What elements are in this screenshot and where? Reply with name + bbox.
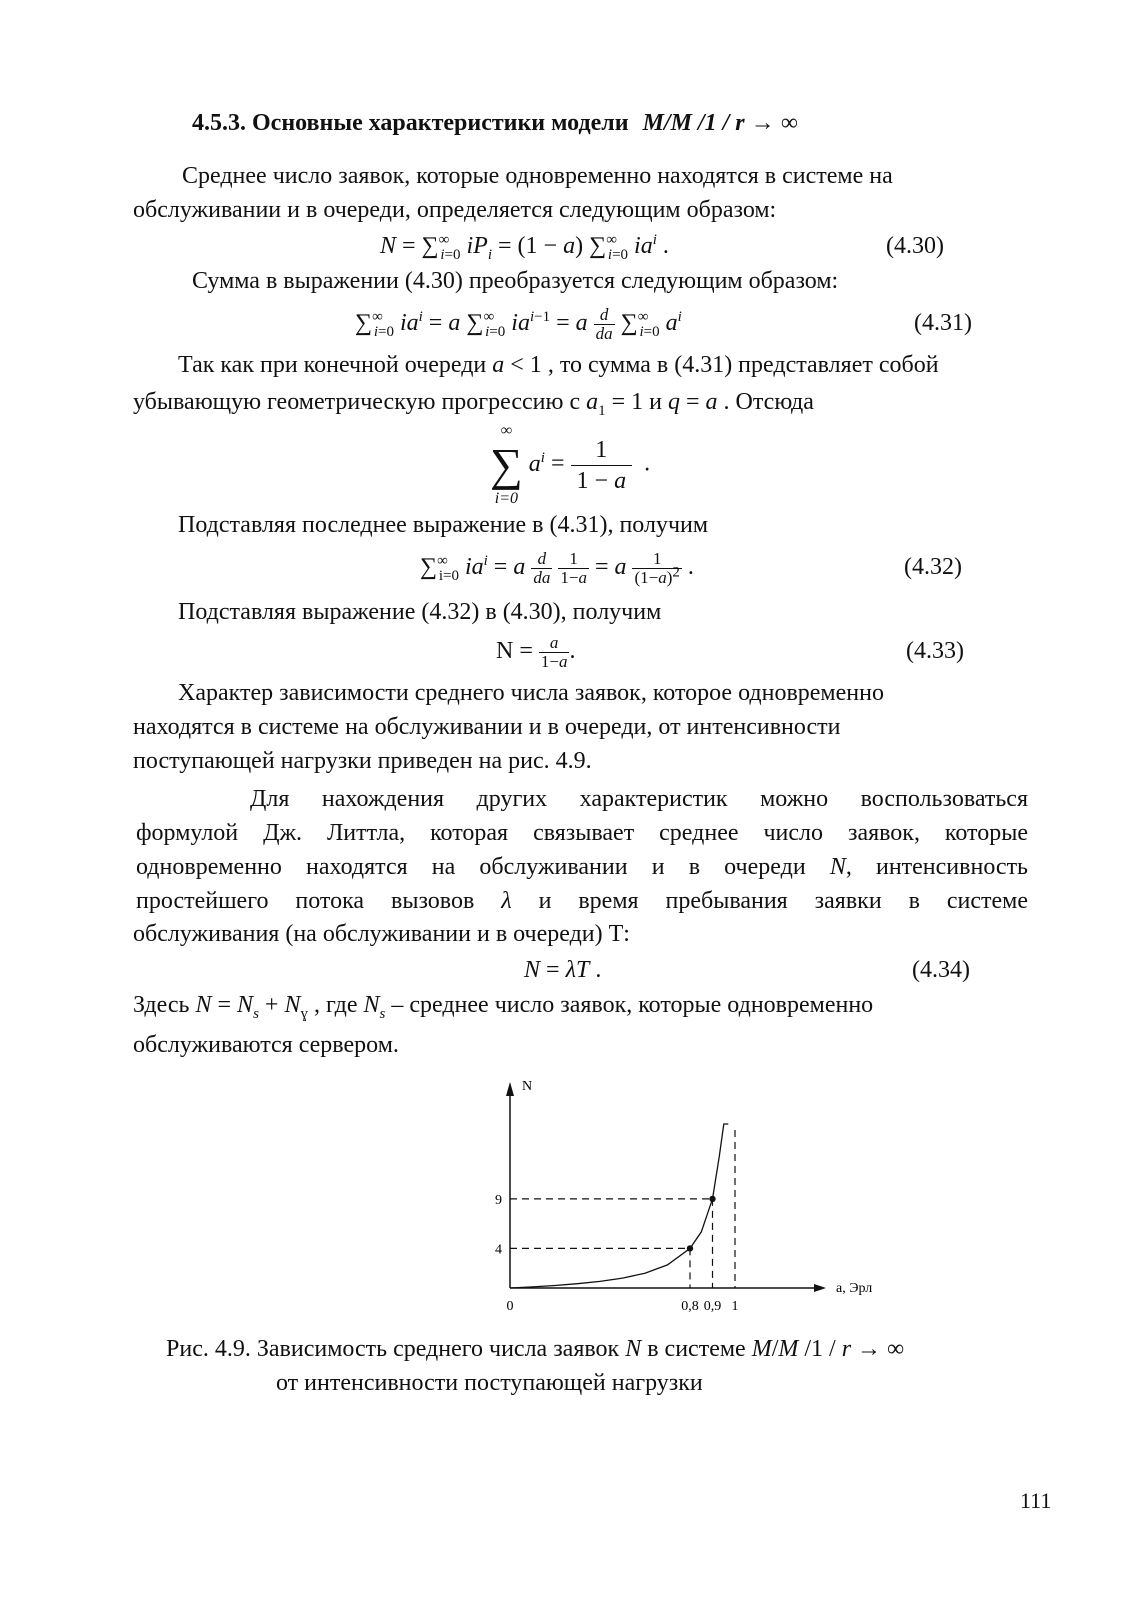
p8-line1: Здесь $N = N_s + N_ɣ$ , где $N_s$ – среднее число заявок, которые одновременно	[133, 992, 874, 1022]
section-title	[192, 108, 798, 138]
p8-line1-c: – среднее число заявок, которые одновременно	[391, 992, 874, 1018]
y-tick-label-1: 9	[495, 1192, 502, 1208]
marked-point-1	[709, 1196, 715, 1202]
equation-4-30: $N = \sum^\infty_{i=0}$ $iP_i = (1 - a)$ $\sum^\infty_{i=0}$ $ia^i$ .	[380, 232, 669, 263]
caption-line1-a: Рис. 4.9. Зависимость среднего числа заявок	[166, 1336, 620, 1362]
p3-line2-c: . Отсюда	[723, 389, 814, 415]
chart-curve	[510, 1124, 728, 1288]
p7-line4: простейшего потока вызовов λ и время пребывания заявки в системе	[136, 888, 1028, 914]
equation-4-32-number: (4.32)	[904, 554, 962, 580]
equation-4-34: N = λT .	[524, 957, 602, 983]
p7-line3-b: , интенсивность	[845, 854, 1028, 880]
p1-line1: Среднее число заявок, которые одновременно находятся в системе на	[182, 163, 893, 189]
p7-line5: обслуживания (на обслуживании и в очереди) Т:	[133, 921, 630, 947]
p8-line1-b: , где	[313, 992, 358, 1018]
p8-line2: обслуживаются сервером.	[133, 1032, 399, 1058]
chart-guides	[510, 1130, 735, 1288]
p3-line1-b: , то сумма в (4.31) представляет собой	[547, 352, 939, 378]
y-axis-arrow	[506, 1082, 514, 1096]
equation-4-34-number: (4.34)	[912, 957, 970, 983]
p3-line2: убывающую геометрическую прогрессию с $a_1 = 1$ и q = a . Отсюда	[133, 389, 814, 419]
x-tick-label-3: 1	[731, 1299, 739, 1314]
equation-4-33: N = $\frac{a}{1-a}$ .	[496, 633, 576, 671]
x-tick-label-1: 0,8	[681, 1299, 699, 1314]
p7-line3-a: одновременно находятся на обслуживании и в очереди	[136, 854, 806, 880]
p3-line2-a: убывающую геометрическую прогрессию с	[133, 389, 581, 415]
p2-line: Сумма в выражении (4.30) преобразуется следующим образом:	[192, 268, 839, 294]
equation-4-33-number: (4.33)	[906, 638, 964, 664]
y-tick-label-0: 4	[495, 1242, 502, 1258]
section-title-text: 4.5.3. Основные характеристики модели	[192, 110, 629, 136]
x-tick-label-0: 0	[506, 1299, 514, 1314]
p7-line4-b: и время пребывания заявки в системе	[538, 888, 1028, 914]
figure-caption-line1: Рис. 4.9. Зависимость среднего числа заявок N в системе M/M /1 / r → ∞	[166, 1336, 905, 1362]
chart-labels	[495, 1079, 872, 1314]
section-title-model: M/M /1 / r → ∞	[642, 110, 798, 136]
p6-line1: Характер зависимости среднего числа заявок, которое одновременно	[178, 680, 884, 706]
equation-4-32: $\sum^\infty_{i=0}$ $ia^i = a$ $\frac{d}{da}$ $\frac{1}{1-a}$ = a $\frac{1}{(1-a)^2}$ .	[420, 549, 694, 587]
n-vs-load-chart	[480, 1079, 900, 1326]
x-axis-arrow	[814, 1284, 826, 1292]
geometric-sum-equation: ∞ ∑ i=0 $a^i$ = $\frac{1}{1 - a}$ .	[490, 422, 651, 507]
y-axis-label: N	[522, 1079, 533, 1094]
equation-4-31: $\sum^\infty_{i=0}$ $ia^i = a$ $\sum^\infty_{i=0}$ $ia^{i-1} = a$ $\frac{d}{da}$ $\sum^\infty_{i=0}$ $a^i$	[355, 305, 682, 343]
p6-line3: поступающей нагрузки приведен на рис. 4.9.	[133, 748, 592, 774]
p7-line1: Для нахождения других характеристик можно воспользоваться	[250, 786, 1028, 812]
p1-line2: обслуживании и в очереди, определяется следующим образом:	[133, 197, 777, 223]
page-number: 111	[1020, 1488, 1052, 1513]
equation-4-31-number: (4.31)	[914, 310, 972, 336]
figure-caption-line2: от интенсивности поступающей нагрузки	[276, 1370, 703, 1396]
p4-line: Подставляя последнее выражение в (4.31), получим	[178, 512, 709, 538]
x-tick-label-2: 0,9	[703, 1299, 722, 1314]
p3-line2-b: и	[649, 389, 662, 415]
p7-line4-a: простейшего потока вызовов	[136, 888, 475, 914]
chart-curve-group	[510, 1124, 728, 1288]
p6-line2: находятся в системе на обслуживании и в очереди, от интенсивности	[133, 714, 841, 740]
equation-4-30-number: (4.30)	[886, 233, 944, 259]
p7-line3: одновременно находятся на обслуживании и в очереди N, интенсивность	[136, 854, 1028, 880]
marked-point-0	[687, 1245, 693, 1251]
p3-line1-a: Так как при конечной очереди	[178, 352, 487, 378]
p7-line2: формулой Дж. Литтла, которая связывает среднее число заявок, которые	[136, 820, 1028, 846]
p5-line: Подставляя выражение (4.32) в (4.30), получим	[178, 599, 662, 625]
p8-line1-a: Здесь	[133, 992, 190, 1018]
p3-line1: Так как при конечной очереди a < 1 , то сумма в (4.31) представляет собой	[178, 352, 939, 378]
chart-axes	[506, 1082, 826, 1292]
caption-line1-b: в системе	[647, 1336, 746, 1362]
x-axis-label: a, Эрл	[836, 1281, 873, 1296]
